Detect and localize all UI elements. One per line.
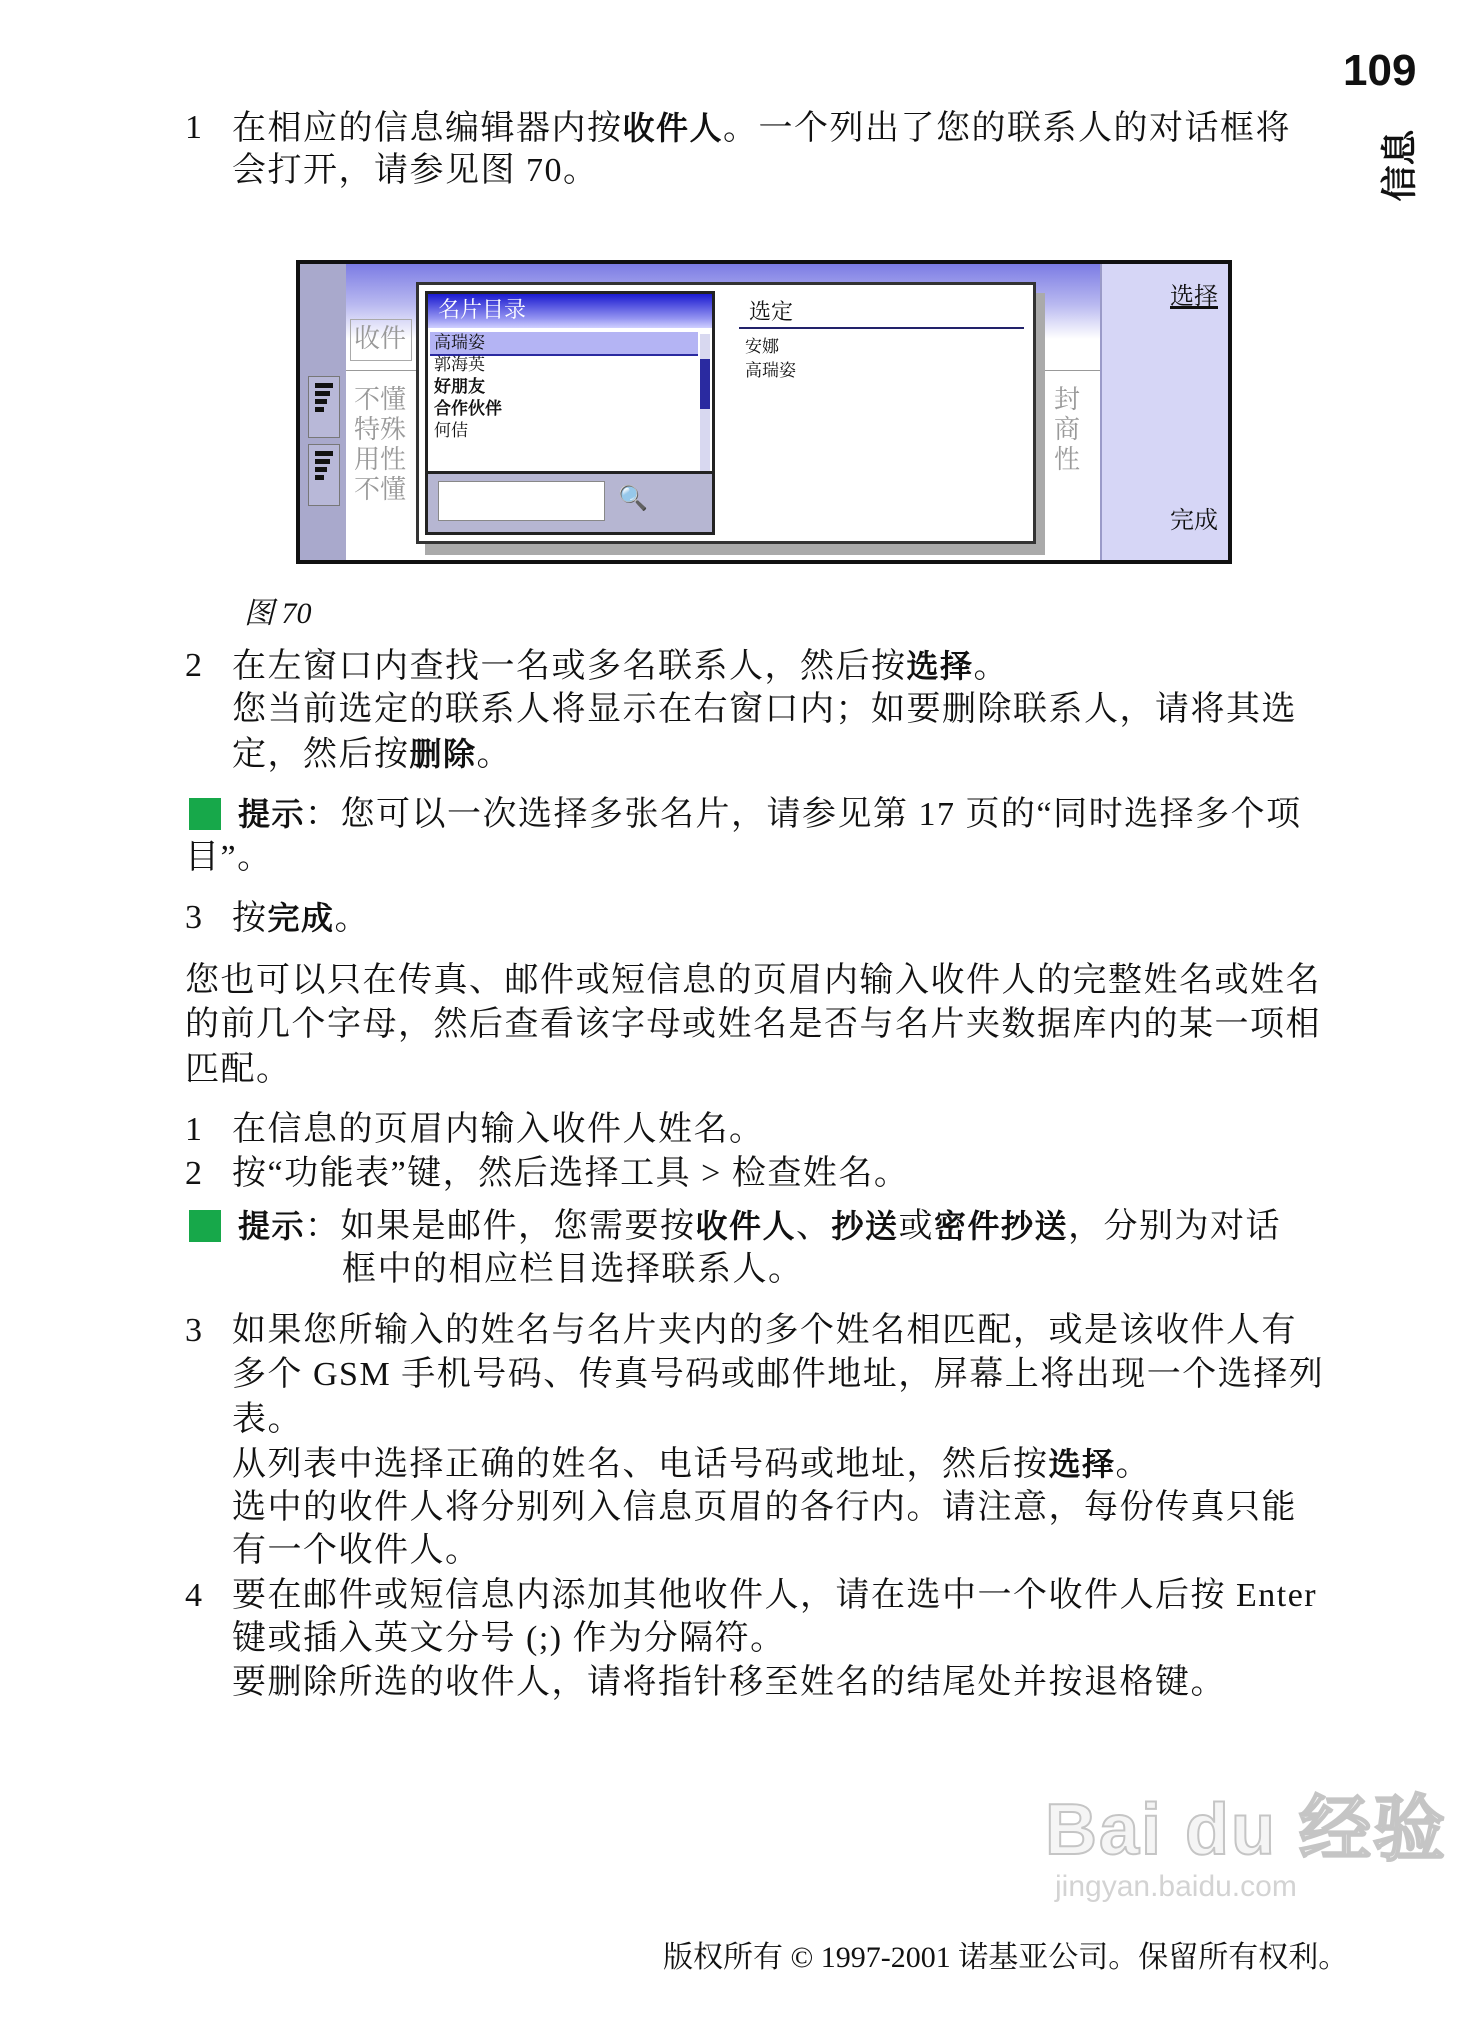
page-number: 109 [1343,46,1417,95]
text-segment: ，分别为对话 [1068,1208,1282,1245]
done-button[interactable]: 完成 [1170,506,1218,534]
text-line [342,1248,804,1292]
text-line [232,688,1297,732]
bg-text: 不懂 [354,475,407,505]
search-icon[interactable]: 🔍 [618,484,648,512]
bold-term: 选择 [906,647,974,685]
bg-text: 性 [1054,445,1081,475]
text-line [232,1617,786,1661]
text-segment: 要在邮件或短信息内添加其他收件人，请在选中一个收件人后按 Enter [232,1577,1318,1614]
text-segment: 会打开，请参见图 70。 [232,152,599,189]
bold-term: 选择 [1048,1445,1116,1483]
text-segment: 如果您所输入的姓名与名片夹内的多个姓名相匹配，或是该收件人有 [232,1312,1297,1349]
text-line [185,1003,1321,1047]
watermark-logo: Bai du 经验 [1045,1790,1448,1870]
text-line [232,1108,765,1152]
bold-term: 收件人 [622,109,724,147]
contacts-pane-title: 名片目录 [428,294,712,328]
tip-square-icon [189,1210,221,1242]
text-segment: 。 [476,736,513,773]
tip-square-icon [189,798,221,830]
text-segment: 。 [334,900,371,937]
signal-strength-icon [308,376,340,438]
tip-line [238,792,1302,837]
list-number: 1 [185,109,202,146]
section-tab: 信息 [1379,129,1421,202]
text-segment: 您也可以只在传真、邮件或短信息的页眉内输入收件人的完整姓名或姓名 [185,962,1321,999]
list-number: 2 [185,1155,202,1192]
bold-term: 密件抄送 [934,1207,1069,1245]
text-segment: 定，然后按 [232,736,410,773]
text-line [232,1398,303,1442]
text-segment: ：如果是邮件，您需要按 [305,1208,696,1245]
text-segment: 要删除所选的收件人，请将指针移至姓名的结尾处并按退格键。 [232,1664,1226,1701]
text-segment: 键或插入英文分号 (;) 作为分隔符。 [232,1620,786,1657]
text-segment: 有一个收件人。 [232,1532,481,1569]
to-field-label: 收件 [354,324,407,354]
contact-list-item[interactable]: 郭海英 [434,355,485,375]
text-segment: 。一个列出了您的联系人的对话框将 [723,110,1292,147]
watermark-url: jingyan.baidu.com [1055,1870,1297,1903]
text-line [232,1529,481,1573]
text-line [232,1661,1226,1705]
bg-text: 商 [1054,415,1081,445]
bold-term: 提示 [238,1207,306,1245]
text-line [232,1309,1297,1353]
copyright-footer: 版权所有 © 1997-2001 诺基亚公司。保留所有权利。 [663,1941,1349,1974]
text-segment: 按“功能表”键，然后选择工具 > 检查姓名。 [232,1155,910,1192]
bold-term: 提示 [238,795,306,833]
selected-pane-title: 选定 [749,300,794,325]
list-number: 4 [185,1577,202,1614]
text-segment: 多个 GSM 手机号码、传真号码或邮件地址，屏幕上将出现一个选择列 [232,1356,1325,1393]
bg-text: 特殊 [354,415,407,445]
text-line [232,1486,1297,1530]
text-line [232,732,512,777]
selected-item[interactable]: 高瑞姿 [745,361,796,381]
text-line [232,644,1009,689]
bg-text: 封 [1054,385,1081,415]
text-segment: 匹配。 [185,1051,292,1088]
contact-list-item[interactable]: 好朋友 [434,377,485,397]
list-number: 1 [185,1111,202,1148]
text-line [232,1574,1317,1618]
text-segment: 按 [232,900,268,937]
text-line [185,836,273,880]
bg-text: 用性 [354,445,407,475]
bg-text: 不懂 [354,385,407,415]
text-segment: 。 [1115,1446,1152,1483]
contacts-dialog [416,282,1036,544]
figure-caption: 图 70 [244,597,312,630]
status-strip [300,264,346,560]
scrollbar-thumb[interactable] [700,359,710,409]
bold-term: 完成 [267,899,335,937]
text-segment: 在相应的信息编辑器内按 [232,110,623,147]
text-segment: 的前几个字母，然后查看该字母或姓名是否与名片夹数据库内的某一项相 [185,1006,1321,1043]
text-segment: 目”。 [185,839,273,876]
selected-pane-divider [739,327,1024,329]
battery-level-icon [308,444,340,506]
contact-list-item[interactable]: 何佶 [434,421,468,441]
text-line [185,959,1321,1003]
text-segment: 、 [796,1208,832,1245]
contact-list-item[interactable]: 合作伙伴 [434,399,502,419]
text-line [232,149,599,193]
text-line [232,1353,1324,1397]
select-button[interactable]: 选择 [1170,282,1218,310]
search-area [428,471,712,532]
text-segment: 。 [973,648,1010,685]
text-line [185,1048,292,1092]
search-input[interactable] [438,481,605,521]
text-line [232,1442,1151,1487]
text-line [232,896,370,941]
bold-term: 删除 [409,735,477,773]
text-segment: 从列表中选择正确的姓名、电话号码或地址，然后按 [232,1446,1049,1483]
selected-item[interactable]: 安娜 [745,337,779,357]
text-segment: 表。 [232,1401,303,1438]
contacts-pane [425,291,715,535]
figure-screenshot [296,260,1232,564]
command-panel [1100,264,1228,560]
text-segment: 框中的相应栏目选择联系人。 [342,1251,804,1288]
scrollbar[interactable] [700,334,710,474]
text-segment: 您当前选定的联系人将显示在右窗口内；如要删除联系人，请将其选 [232,691,1297,728]
text-segment: 在左窗口内查找一名或多名联系人，然后按 [232,648,907,685]
bold-term: 抄送 [831,1207,899,1245]
tip-line [238,1204,1281,1249]
list-number: 3 [185,899,202,936]
text-segment: 在信息的页眉内输入收件人姓名。 [232,1111,765,1148]
text-line [232,106,1291,151]
contact-list-item[interactable]: 高瑞姿 [430,332,698,356]
list-number: 2 [185,647,202,684]
text-segment: 选中的收件人将分别列入信息页眉的各行内。请注意，每份传真只能 [232,1489,1297,1526]
list-number: 3 [185,1312,202,1349]
text-line [232,1152,909,1196]
text-segment: ：您可以一次选择多张名片，请参见第 17 页的“同时选择多个项 [305,796,1302,833]
watermark [1045,1790,1447,1904]
bold-term: 收件人 [695,1207,797,1245]
text-segment: 或 [898,1208,935,1245]
